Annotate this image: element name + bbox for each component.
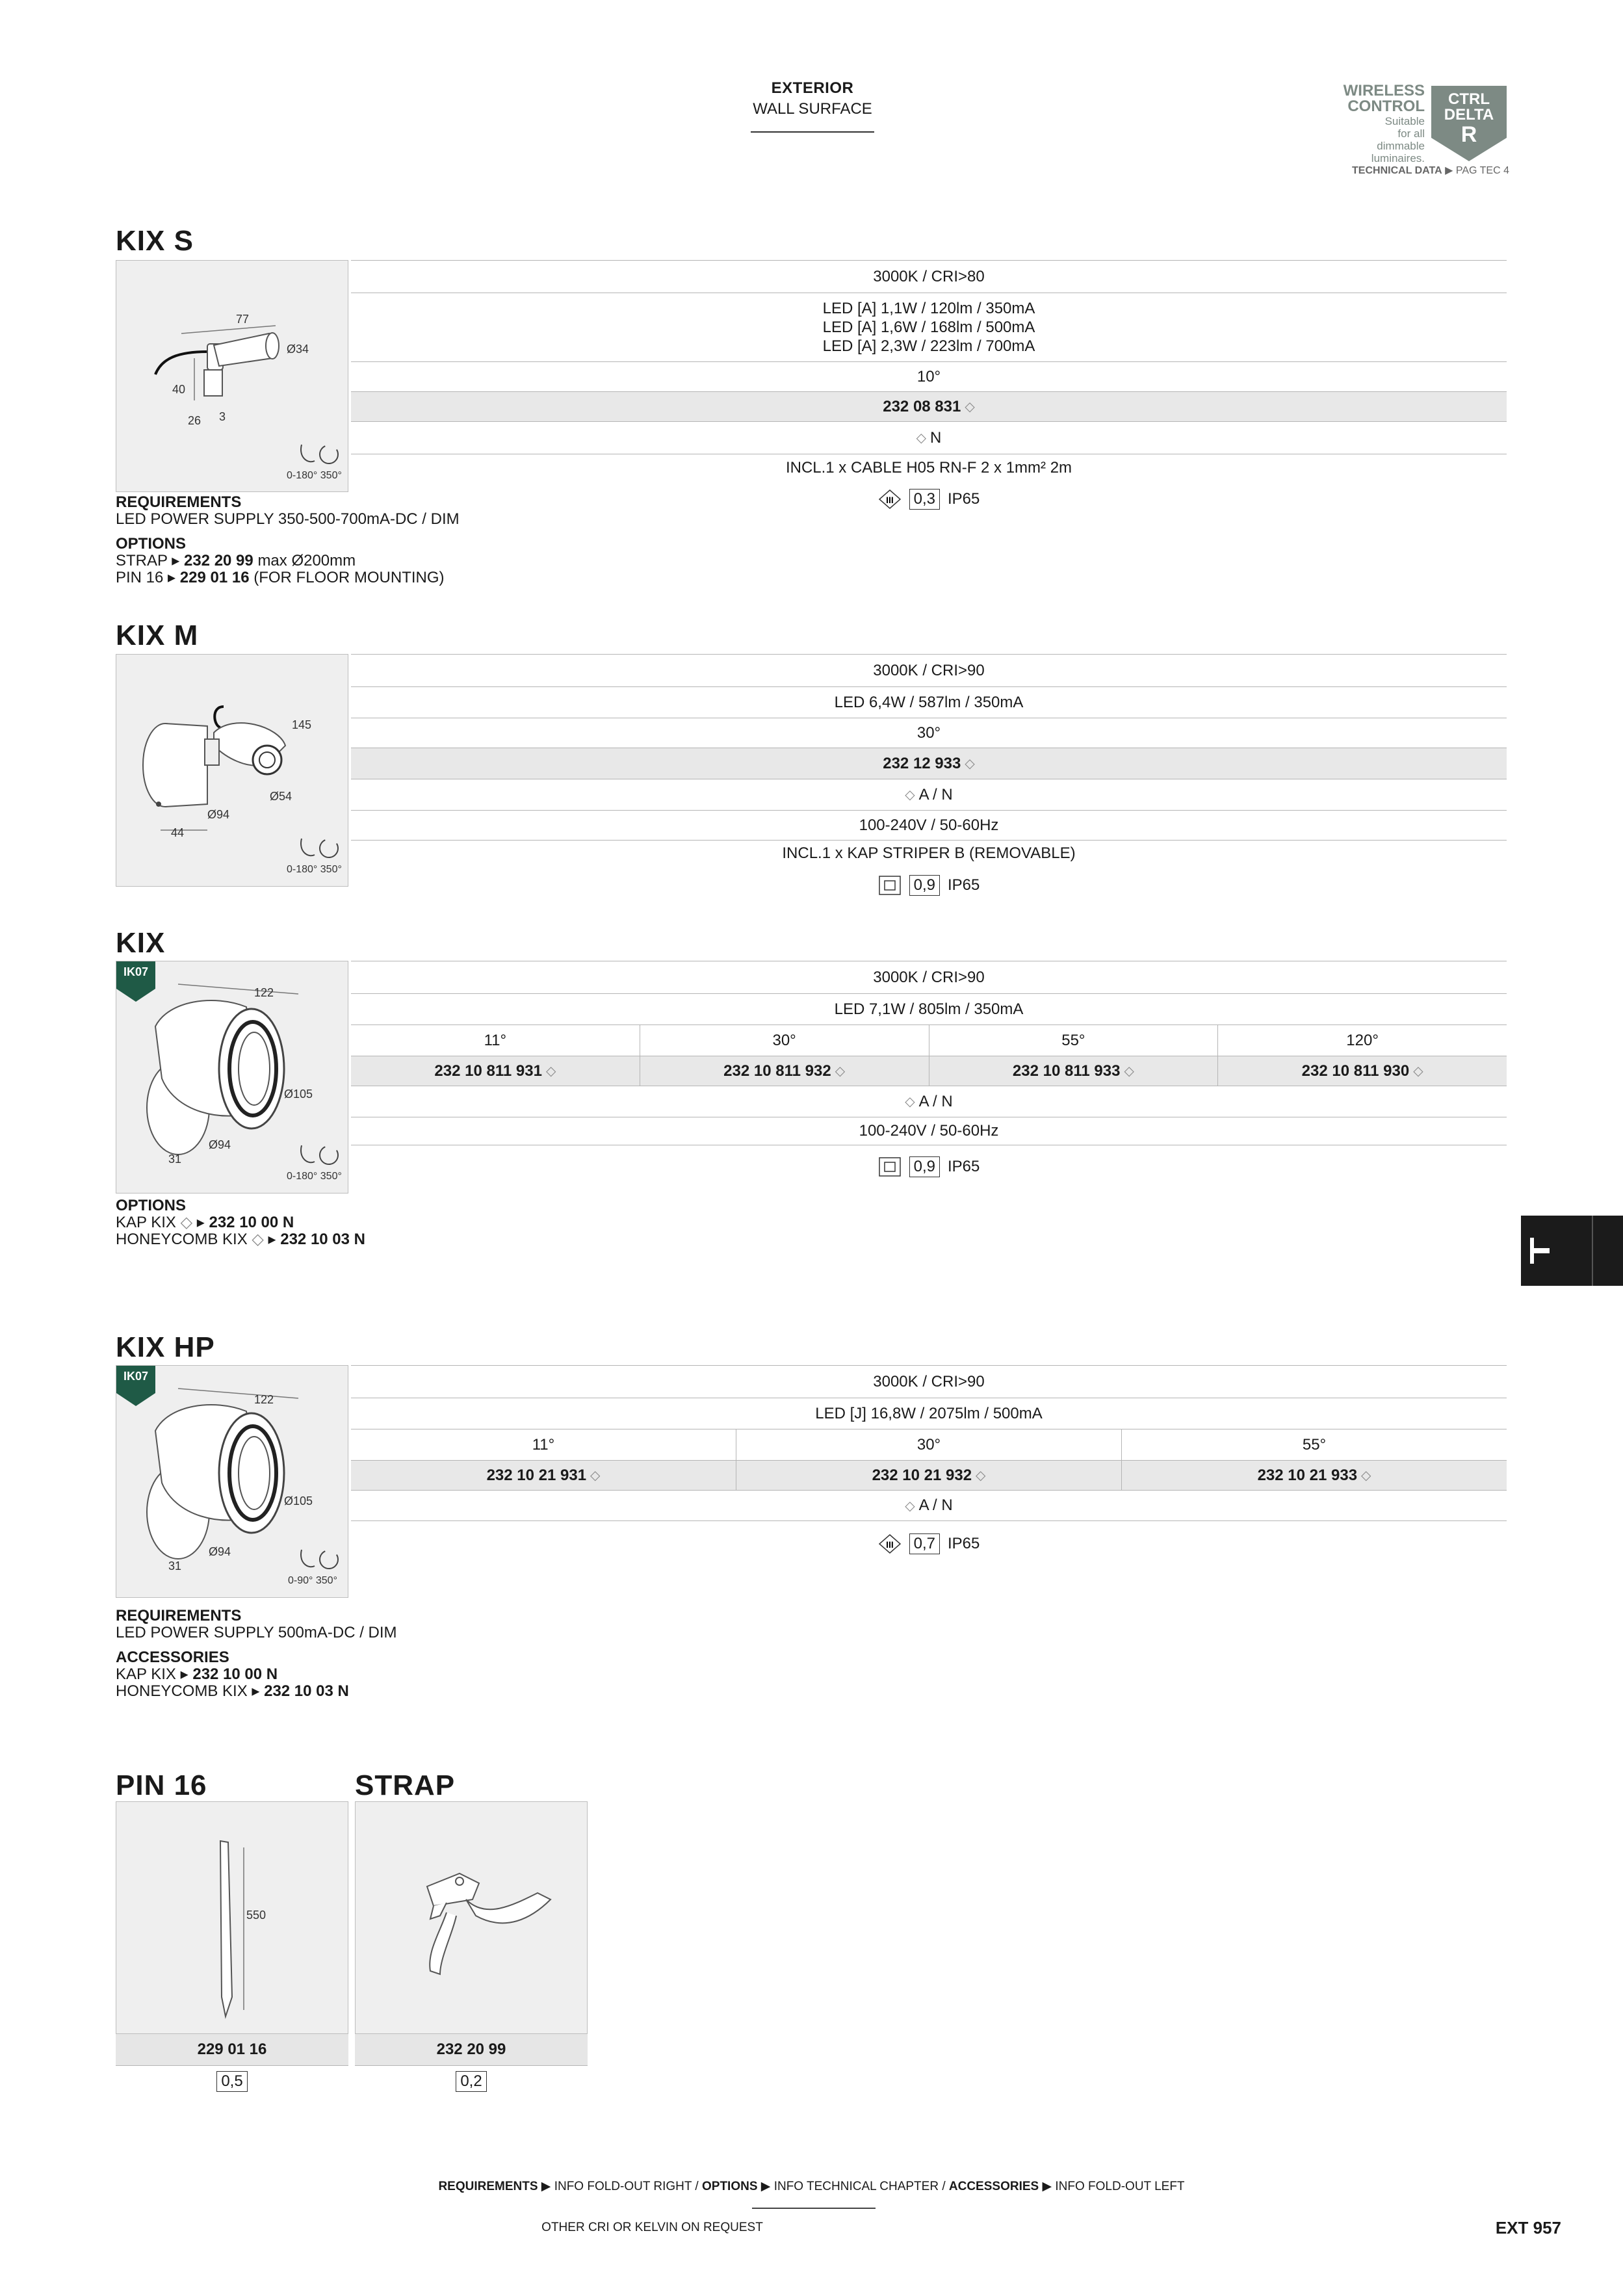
finish-value: N (930, 428, 942, 447)
dim-26: 26 (188, 414, 201, 427)
code-row (351, 391, 1507, 421)
technical-data-page: PAG TEC 4 (1455, 165, 1509, 176)
accessory-label: KAP KIX (116, 1665, 176, 1683)
incl-row: INCL.1 x KAP STRIPER B (REMOVABLE) (351, 840, 1507, 866)
dim-54: Ø54 (270, 790, 292, 803)
pin16-title: PIN 16 (116, 1769, 207, 1801)
kix-spec-table (351, 961, 1507, 1188)
delta-text: DELTA (1444, 106, 1494, 124)
wireless-control-badge (1340, 83, 1509, 181)
requirements-heading: REQUIREMENTS (116, 1607, 242, 1624)
options-heading: OPTIONS (116, 535, 187, 553)
page-number: EXT 957 (1495, 2218, 1561, 2237)
section-tab (1521, 1216, 1623, 1286)
finish-diamond-icon: ◇ (905, 1498, 915, 1513)
dim-77: 77 (236, 313, 250, 326)
footer-acc-label: ACCESSORIES (948, 2180, 1039, 2193)
footer-req-text: INFO FOLD-OUT RIGHT / (554, 2180, 699, 2193)
weight-box: 0,7 (909, 1533, 940, 1554)
beam-row: 10° (351, 361, 1507, 391)
dim-44: 44 (171, 826, 185, 839)
code-cell (351, 1056, 640, 1086)
dim-94: Ø94 (207, 808, 230, 821)
code-cell (351, 1461, 736, 1490)
accessory-code: 232 10 00 N (192, 1665, 278, 1683)
beam-row (351, 1429, 1507, 1460)
beam-cell: 120° (1217, 1025, 1507, 1056)
ip-rating: IP65 (948, 876, 980, 894)
finish-diamond-icon: ◇ (1361, 1468, 1371, 1483)
dim-40: 40 (172, 383, 186, 396)
option-label: PIN 16 (116, 569, 164, 586)
option-label: STRAP (116, 552, 168, 569)
led-row: LED [J] 16,8W / 2075lm / 500mA (351, 1398, 1507, 1429)
ik07-text: IK07 (123, 1370, 149, 1383)
control-label: CONTROL (1347, 98, 1425, 115)
suitable-text: Suitable (1384, 115, 1425, 127)
finish-value: A / N (918, 785, 953, 803)
finish-diamond-icon: ◇ (905, 788, 915, 802)
kix-m-spec-table (351, 654, 1507, 905)
options-heading: OPTIONS (116, 1197, 187, 1214)
code-cell (640, 1056, 929, 1086)
beam-row (351, 1024, 1507, 1056)
dim-122: 122 (254, 986, 274, 999)
product-code: 232 10 811 930 (1301, 1062, 1410, 1080)
finish-row (351, 1086, 1507, 1117)
kix-s-title: KIX S (116, 225, 194, 257)
product-code: 232 12 933 (883, 754, 961, 772)
cri-row: 3000K / CRI>80 (351, 260, 1507, 293)
rotation-range: 0-90° 350° (288, 1575, 337, 1586)
accessory-honeycomb: HONEYCOMB KIX ▸ 232 10 03 N (116, 1682, 349, 1700)
dim-550: 550 (246, 1909, 266, 1922)
footer-opt-label: OPTIONS (702, 2180, 758, 2193)
kix-hp-notes (116, 1608, 397, 1700)
strap-code: 232 20 99 (355, 2034, 588, 2066)
beam-cell: 30° (736, 1429, 1121, 1460)
kix-s-spec-table (351, 260, 1507, 517)
finish-diamond-icon: ◇ (916, 431, 927, 445)
finish-value: A / N (918, 1496, 953, 1514)
subcategory-label: WALL SURFACE (753, 100, 872, 118)
code-cell (736, 1461, 1121, 1490)
beam-cell: 55° (1121, 1429, 1507, 1460)
kix-drawing (116, 961, 348, 1194)
kix-hp-drawing (116, 1365, 348, 1598)
ctrl-text: CTRL (1448, 90, 1490, 108)
ctrl-delta-shield-icon (1429, 83, 1509, 164)
r-text: R (1461, 122, 1477, 147)
led-option: LED [A] 1,6W / 168lm / 500mA (822, 319, 1035, 336)
cri-row: 3000K / CRI>90 (351, 1365, 1507, 1398)
footer-rule (752, 2208, 876, 2209)
dimmable-text: dimmable (1377, 140, 1425, 152)
page-header (715, 79, 910, 133)
footer-req-label: REQUIREMENTS (438, 2180, 538, 2193)
finish-row (351, 1490, 1507, 1521)
product-code: 232 08 831 (883, 397, 961, 415)
requirements-text: LED POWER SUPPLY 350-500-700mA-DC / DIM (116, 510, 460, 528)
product-code: 232 10 21 932 (872, 1466, 972, 1484)
pin16-info (116, 2034, 348, 2092)
finish-diamond-icon: ◇ (545, 1064, 556, 1078)
dim-31: 31 (168, 1559, 182, 1572)
option-note: (FOR FLOOR MOUNTING) (253, 569, 445, 586)
pin16-drawing (116, 1801, 348, 2034)
weight-box: 0,9 (909, 1156, 940, 1177)
led-row (351, 293, 1507, 361)
rotation-range: 0-180° 350° (287, 1171, 342, 1182)
class-ii-icon (878, 875, 902, 896)
category-label: EXTERIOR (771, 79, 854, 97)
option-pin: PIN 16 ▸ 229 01 16 (FOR FLOOR MOUNTING) (116, 569, 445, 586)
strap-drawing (355, 1801, 588, 2034)
strap-bracket-icon (356, 1802, 588, 2035)
beam-cell: 11° (532, 1435, 555, 1454)
dim-3: 3 (219, 410, 226, 423)
requirements-heading: REQUIREMENTS (116, 493, 242, 511)
footer-opt-text: INFO TECHNICAL CHAPTER / (773, 2180, 946, 2193)
class-row (351, 481, 1507, 517)
voltage-row: 100-240V / 50-60Hz (351, 810, 1507, 840)
option-honeycomb: HONEYCOMB KIX ◇ ▸ 232 10 03 N (116, 1231, 366, 1248)
ik07-badge-icon (116, 1366, 155, 1406)
dim-94: Ø94 (209, 1138, 231, 1151)
option-code: 232 10 00 N (209, 1214, 294, 1231)
class-ii-icon (878, 1156, 902, 1177)
finish-diamond-icon: ◇ (905, 1095, 915, 1109)
strap-title: STRAP (355, 1769, 456, 1801)
kix-hp-title: KIX HP (116, 1331, 215, 1363)
finish-diamond-icon: ◇ (965, 757, 975, 771)
kix-s-notes (116, 494, 460, 586)
ik07-badge-icon (116, 961, 155, 1002)
dim-105: Ø105 (284, 1494, 313, 1507)
led-option: LED [A] 1,1W / 120lm / 350mA (822, 300, 1035, 317)
led-row: LED 7,1W / 805lm / 350mA (351, 993, 1507, 1024)
dim-94: Ø94 (209, 1545, 231, 1558)
option-strap: STRAP ▸ 232 20 99 max Ø200mm (116, 552, 356, 569)
technical-data-ref: TECHNICAL DATA ▶ PAG TEC 4 (1352, 165, 1509, 176)
luminaires-text: luminaires. (1371, 152, 1425, 164)
finish-diamond-icon: ◇ (965, 400, 975, 414)
technical-data-label: TECHNICAL DATA (1352, 165, 1442, 176)
code-cell (929, 1056, 1218, 1086)
led-row: LED 6,4W / 587lm / 350mA (351, 686, 1507, 718)
rotation-icon (295, 441, 341, 467)
product-code: 232 10 811 931 (434, 1062, 542, 1080)
rotation-range: 0-180° 350° (287, 864, 342, 875)
accessories-heading: ACCESSORIES (116, 1649, 229, 1666)
svg-text:III: III (885, 495, 894, 505)
kix-s-drawing (116, 260, 348, 492)
finish-row (351, 779, 1507, 810)
code-cell (1217, 1056, 1507, 1086)
class-row (351, 866, 1507, 905)
product-code: 232 10 21 931 (486, 1466, 587, 1484)
kix-m-drawing (116, 654, 348, 887)
finish-value: A / N (918, 1092, 953, 1110)
rotation-icon (295, 1546, 341, 1572)
kix-notes (116, 1197, 365, 1248)
ik07-text: IK07 (123, 965, 149, 978)
pin16-spike-icon (116, 1802, 349, 2035)
product-code: 232 10 21 933 (1257, 1466, 1358, 1484)
dim-145: 145 (292, 718, 312, 731)
wall-surface-tab-icon (1521, 1216, 1623, 1286)
footer-acc-text: INFO FOLD-OUT LEFT (1055, 2180, 1185, 2193)
option-label: HONEYCOMB KIX (116, 1231, 248, 1248)
class-iii-icon (878, 1533, 902, 1554)
finish-row (351, 421, 1507, 454)
option-code: 232 10 03 N (280, 1231, 366, 1248)
option-label: KAP KIX (116, 1214, 176, 1231)
option-code: 229 01 16 (179, 569, 250, 586)
beam-cell: 55° (929, 1025, 1218, 1056)
ip-rating: IP65 (948, 490, 980, 508)
ip-rating: IP65 (948, 1158, 980, 1175)
code-row (351, 748, 1507, 779)
accessory-code: 232 10 03 N (264, 1682, 349, 1700)
class-row (351, 1521, 1507, 1567)
option-kap: KAP KIX ◇ ▸ 232 10 00 N (116, 1214, 294, 1231)
kix-title: KIX (116, 927, 166, 959)
cri-row: 3000K / CRI>90 (351, 654, 1507, 686)
kix-m-title: KIX M (116, 620, 199, 651)
option-note: max Ø200mm (257, 552, 356, 569)
code-row (351, 1460, 1507, 1490)
kix-hp-spec-table (351, 1365, 1507, 1567)
dim-34: Ø34 (287, 343, 309, 356)
weight-box: 0,5 (216, 2071, 247, 2092)
header-rule (751, 131, 874, 133)
code-row (351, 1056, 1507, 1086)
pin16-code: 229 01 16 (116, 2034, 348, 2066)
led-option: LED [A] 2,3W / 223lm / 700mA (822, 337, 1035, 355)
finish-diamond-icon: ◇ (1413, 1064, 1423, 1078)
finish-diamond-icon: ◇ (835, 1064, 846, 1078)
ip-rating: IP65 (948, 1535, 980, 1552)
strap-info (355, 2034, 588, 2092)
finish-diamond-icon: ◇ (1124, 1064, 1134, 1078)
dim-105: Ø105 (284, 1088, 313, 1101)
incl-row: INCL.1 x CABLE H05 RN-F 2 x 1mm² 2m (351, 454, 1507, 481)
wireless-label: WIRELESS (1343, 82, 1425, 99)
rotation-icon (295, 835, 341, 861)
beam-row: 30° (351, 718, 1507, 748)
footer-note: OTHER CRI OR KELVIN ON REQUEST (541, 2221, 763, 2234)
weight-box: 0,9 (909, 875, 940, 896)
finish-diamond-icon: ◇ (590, 1468, 601, 1483)
code-cell (1121, 1461, 1507, 1490)
beam-cell: 30° (640, 1025, 929, 1056)
rotation-range: 0-180° 350° (287, 470, 342, 481)
dim-122: 122 (254, 1393, 274, 1406)
svg-text:III: III (885, 1539, 894, 1550)
voltage-row: 100-240V / 50-60Hz (351, 1117, 1507, 1145)
finish-diamond-icon: ◇ (976, 1468, 986, 1483)
for-all-text: for all (1397, 127, 1425, 140)
class-row (351, 1145, 1507, 1188)
class-iii-icon (878, 489, 902, 510)
product-code: 232 10 811 932 (723, 1062, 831, 1080)
accessory-kap: KAP KIX ▸ 232 10 00 N (116, 1665, 278, 1683)
requirements-text: LED POWER SUPPLY 500mA-DC / DIM (116, 1624, 397, 1641)
footer-legend: REQUIREMENTS ▶ INFO FOLD-OUT RIGHT / OPTIONS ▶ INFO TECHNICAL CHAPTER / ACCESSORIES ▶ INFO FOLD-OUT LEFT (438, 2180, 1185, 2193)
dim-31: 31 (168, 1153, 182, 1166)
cri-row: 3000K / CRI>90 (351, 961, 1507, 993)
beam-cell: 11° (484, 1031, 507, 1049)
weight-box: 0,3 (909, 489, 940, 510)
accessory-label: HONEYCOMB KIX (116, 1682, 248, 1700)
weight-box: 0,2 (456, 2071, 486, 2092)
product-code: 232 10 811 933 (1012, 1062, 1121, 1080)
rotation-icon (295, 1142, 341, 1168)
option-code: 232 20 99 (183, 552, 253, 569)
